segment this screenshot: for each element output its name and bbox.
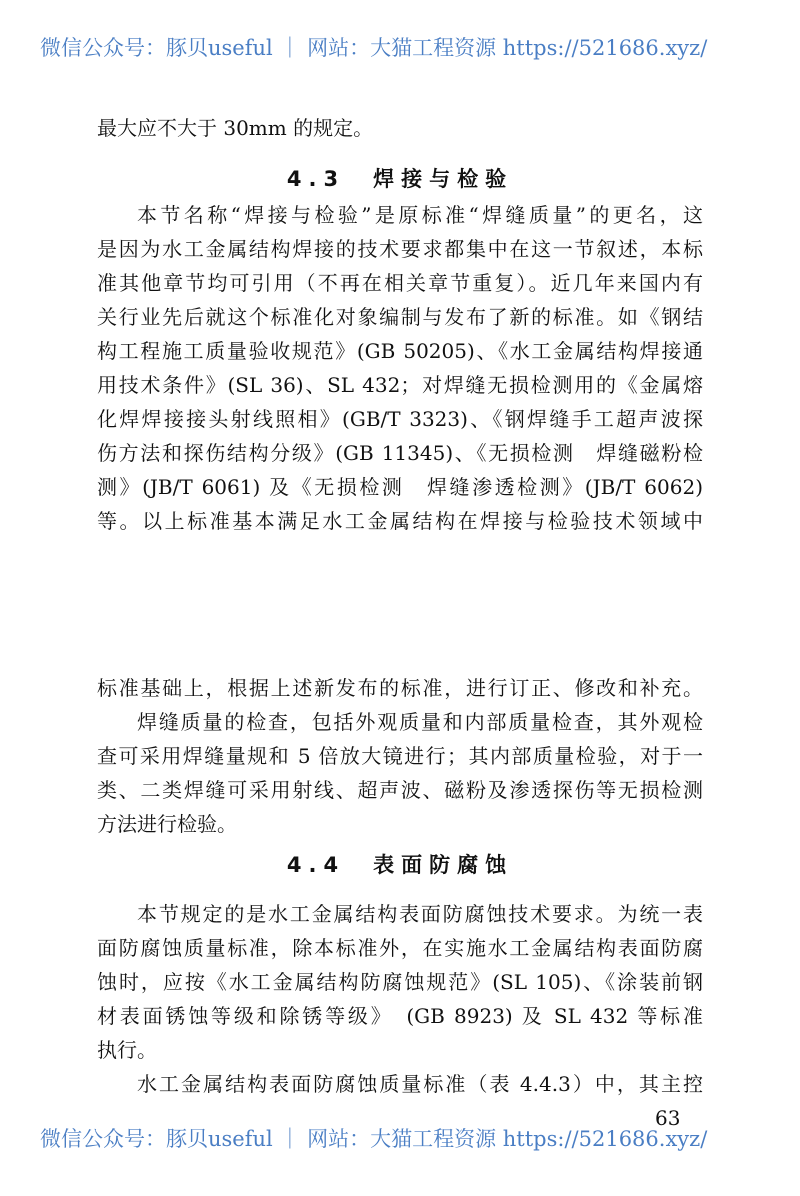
text-line: 蚀时，应按《水工金属结构防腐蚀规范》(SL 105)、《涂装前钢	[97, 970, 703, 994]
section-heading-4-4: 4.4 表面防腐蚀	[286, 853, 514, 877]
text-line: 用技术条件》(SL 36)、SL 432；对焊缝无损检测用的《金属熔	[97, 373, 703, 397]
text-line: 类、二类焊缝可采用射线、超声波、磁粉及渗透探伤等无损检测	[97, 778, 703, 802]
text-line: 本节名称“焊接与检验”是原标准“焊缝质量”的更名，这	[137, 203, 703, 227]
watermark-top[interactable]: 微信公众号：豚贝useful ｜ 网站：大猫工程资源 https://521686.xyz/	[40, 36, 708, 60]
text-line: 是因为水工金属结构焊接的技术要求都集中在这一节叙述，本标	[97, 237, 703, 261]
text-line: 最大应不大于 30mm 的规定。	[97, 116, 374, 140]
text-line: 伤方法和探伤结构分级》(GB 11345)、《无损检测 焊缝磁粉检	[97, 441, 703, 465]
text-line: 准其他章节均可引用（不再在相关章节重复）。近几年来国内有	[97, 271, 703, 295]
text-line: 材表面锈蚀等级和除锈等级》 (GB 8923) 及 SL 432 等标准	[97, 1004, 703, 1028]
page-number: 63	[655, 1106, 681, 1130]
text-line: 测》(JB/T 6061) 及《无损检测 焊缝渗透检测》(JB/T 6062)	[97, 475, 703, 499]
text-line: 水工金属结构表面防腐蚀质量标准（表 4.4.3）中，其主控	[137, 1072, 703, 1096]
text-line: 标准基础上，根据上述新发布的标准，进行订正、修改和补充。	[97, 676, 703, 700]
text-line: 查可采用焊缝量规和 5 倍放大镜进行；其内部质量检验，对于一	[97, 744, 703, 768]
text-line: 等。以上标准基本满足水工金属结构在焊接与检验技术领域中	[97, 509, 703, 533]
text-line: 执行。	[97, 1038, 157, 1062]
text-line: 方法进行检验。	[97, 812, 237, 836]
text-line: 关行业先后就这个标准化对象编制与发布了新的标准。如《钢结	[97, 305, 703, 329]
watermark-bottom[interactable]: 微信公众号：豚贝useful ｜ 网站：大猫工程资源 https://521686.xyz/	[40, 1127, 708, 1151]
text-line: 化焊焊接接头射线照相》(GB/T 3323)、《钢焊缝手工超声波探	[97, 407, 703, 431]
section-heading-4-3: 4.3 焊接与检验	[286, 167, 514, 191]
text-line: 构工程施工质量验收规范》(GB 50205)、《水工金属结构焊接通	[97, 339, 703, 363]
text-line: 面防腐蚀质量标准，除本标准外，在实施水工金属结构表面防腐	[97, 936, 703, 960]
text-line: 焊缝质量的检查，包括外观质量和内部质量检查，其外观检	[137, 710, 703, 734]
text-line: 本节规定的是水工金属结构表面防腐蚀技术要求。为统一表	[137, 902, 703, 926]
